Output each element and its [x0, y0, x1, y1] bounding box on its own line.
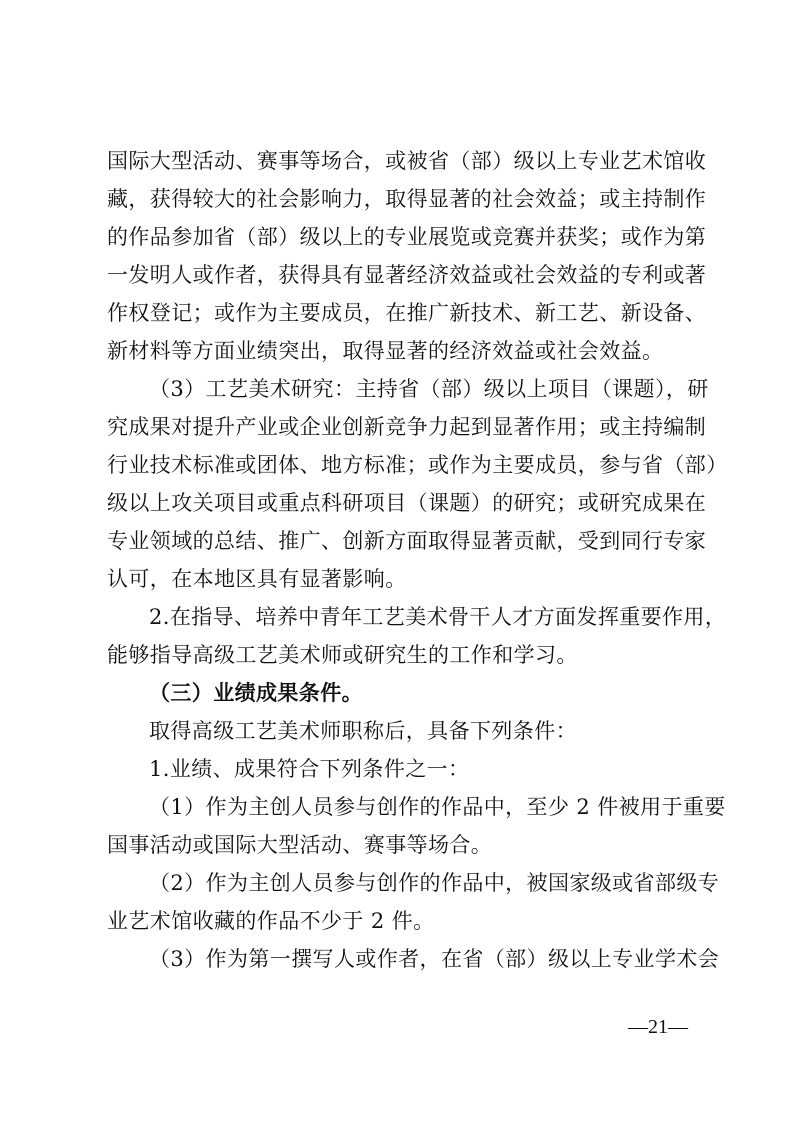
paragraph-line: 一发明人或作者，获得具有显著经济效益或社会效益的专利或著: [107, 263, 707, 287]
paragraph-line: （2）作为主创人员参与创作的作品中，被国家级或省部级专: [149, 871, 720, 895]
page-number: —21—: [628, 1016, 688, 1038]
paragraph-line: 级以上攻关项目或重点科研项目（课题）的研究；或研究成果在: [107, 491, 707, 515]
paragraph-line: 的作品参加省（部）级以上的专业展览或竞赛并获奖；或作为第: [107, 225, 707, 249]
paragraph-line: 1.业绩、成果符合下列条件之一：: [149, 757, 470, 781]
paragraph-line: 能够指导高级工艺美术师或研究生的工作和学习。: [107, 643, 578, 667]
paragraph-line: 取得高级工艺美术师职称后，具备下列条件：: [149, 719, 577, 743]
paragraph-line: 藏，获得较大的社会影响力，取得显著的社会效益；或主持制作: [107, 187, 707, 211]
paragraph-line: 认可，在本地区具有显著影响。: [107, 567, 407, 591]
paragraph-line: 业艺术馆收藏的作品不少于 2 件。: [107, 909, 435, 933]
paragraph-line: 究成果对提升产业或企业创新竞争力起到显著作用；或主持编制: [107, 415, 707, 439]
paragraph-line: （1）作为主创人员参与创作的作品中，至少 2 件被用于重要: [149, 795, 726, 819]
paragraph-line: 2.在指导、培养中青年工艺美术骨干人才方面发挥重要作用，: [149, 605, 727, 629]
paragraph-line: （3）作为第一撰写人或作者，在省（部）级以上专业学术会: [149, 947, 720, 971]
paragraph-line: 作权登记；或作为主要成员，在推广新技术、新工艺、新设备、: [107, 301, 707, 325]
section-heading: （三）业绩成果条件。: [149, 680, 363, 705]
paragraph-line: （3）工艺美术研究：主持省（部）级以上项目（课题），研: [149, 377, 709, 401]
paragraph-line: 国际大型活动、赛事等场合，或被省（部）级以上专业艺术馆收: [107, 149, 707, 173]
paragraph-line: 新材料等方面业绩突出，取得显著的经济效益或社会效益。: [107, 339, 664, 363]
paragraph-line: 国事活动或国际大型活动、赛事等场合。: [107, 833, 493, 857]
paragraph-line: 专业领域的总结、推广、创新方面取得显著贡献，受到同行专家: [107, 529, 707, 553]
paragraph-line: 行业技术标准或团体、地方标准；或作为主要成员，参与省（部）: [107, 453, 728, 477]
